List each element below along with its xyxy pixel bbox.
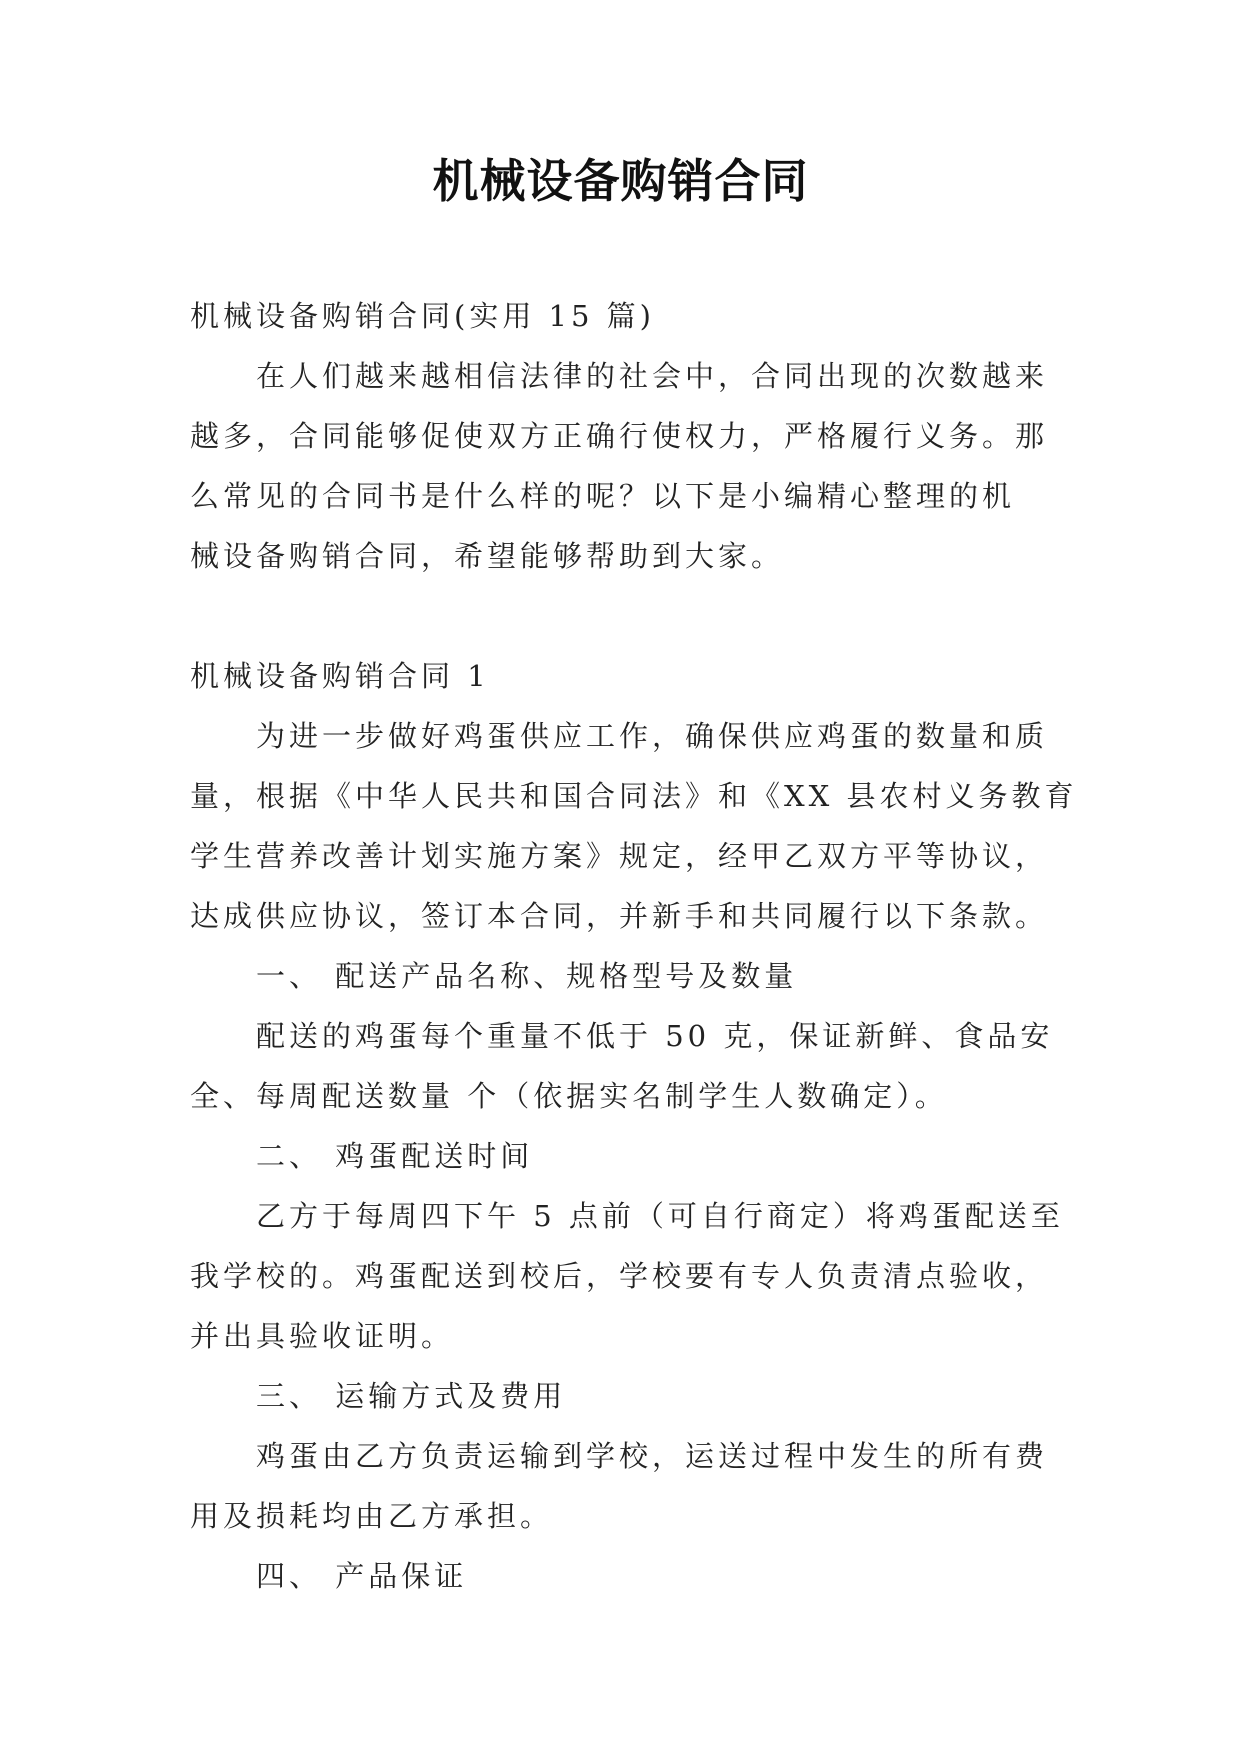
intro-line: 械设备购销合同，希望能够帮助到大家。 [190, 539, 785, 573]
clause2-line: 并出具验收证明。 [190, 1319, 455, 1353]
section1-paragraph [190, 706, 1078, 946]
section1-line: 学生营养改善计划实施方案》规定，经甲乙双方平等协议， [190, 839, 1049, 873]
clause2-line: 我学校的。鸡蛋配送到校后，学校要有专人负责清点验收， [190, 1259, 1049, 1293]
clause3-heading: 三、 运输方式及费用 [256, 1379, 567, 1413]
paragraph-gap [190, 586, 1070, 646]
intro-line: 么常见的合同书是什么样的呢？以下是小编精心整理的机 [190, 479, 1016, 513]
intro-paragraph [190, 346, 1070, 586]
document-title: 机械设备购销合同 [432, 154, 809, 208]
clause3-line: 鸡蛋由乙方负责运输到学校，运送过程中发生的所有费 [256, 1439, 1049, 1473]
clause2-paragraph [190, 1186, 1070, 1366]
section1-line: 量，根据《中华人民共和国合同法》和《XX 县农村义务教育 [190, 779, 1078, 813]
clause2-heading: 二、 鸡蛋配送时间 [256, 1139, 534, 1173]
intro-line: 越多，合同能够促使双方正确行使权力，严格履行义务。那 [190, 419, 1049, 453]
section1-line: 达成供应协议，签订本合同，并新手和共同履行以下条款。 [190, 899, 1049, 933]
clause3-paragraph [190, 1426, 1070, 1546]
intro-line: 在人们越来越相信法律的社会中，合同出现的次数越来 [256, 359, 1049, 393]
section1-line: 为进一步做好鸡蛋供应工作，确保供应鸡蛋的数量和质 [256, 719, 1049, 753]
section-heading: 机械设备购销合同 1 [190, 659, 490, 693]
clause3-line: 用及损耗均由乙方承担。 [190, 1499, 554, 1533]
clause4-heading: 四、 产品保证 [256, 1559, 468, 1593]
clause1-line: 配送的鸡蛋每个重量不低于 50 克，保证新鲜、食品安 [256, 1019, 1054, 1053]
clause1-paragraph [190, 1006, 1070, 1126]
document-body [190, 286, 1078, 1606]
clause1-line: 全、每周配送数量 个（依据实名制学生人数确定）。 [190, 1079, 948, 1113]
document-subtitle: 机械设备购销合同(实用 15 篇) [190, 299, 655, 333]
clause2-line: 乙方于每周四下午 5 点前（可自行商定）将鸡蛋配送至 [256, 1199, 1064, 1233]
clause1-heading: 一、 配送产品名称、规格型号及数量 [256, 959, 798, 993]
